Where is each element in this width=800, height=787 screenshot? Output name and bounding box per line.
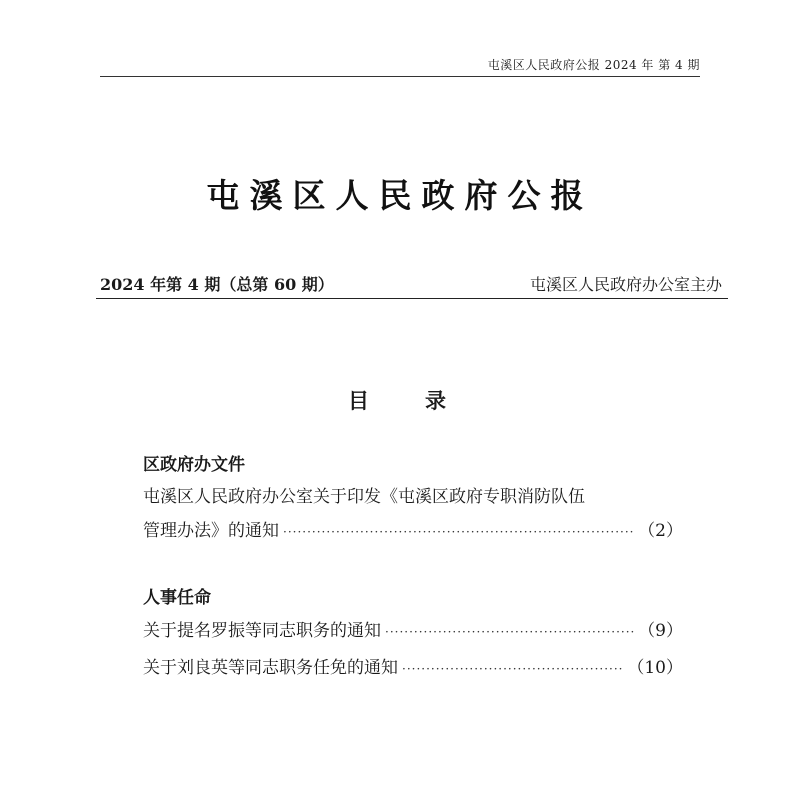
toc-entry-title-line2: 管理办法》的通知 [143,521,279,541]
issue-number: 2024 年第 4 期（总第 60 期） [100,275,334,294]
toc-entry[interactable] [143,658,683,679]
toc-entry-title: 关于提名罗振等同志职务的通知 [143,621,381,641]
toc-entry-page: （10） [627,658,683,678]
issue-bar [96,268,728,299]
running-header [100,54,700,77]
toc-entry-title: 关于刘良英等同志职务任免的通知 [143,658,398,678]
leader-dots [402,659,623,679]
toc-entry-page: （2） [638,521,683,541]
issue-sponsor: 屯溪区人民政府办公室主办 [529,275,722,294]
section-heading-personnel: 人事任命 [143,588,211,608]
leader-dots [385,622,634,642]
toc-title: 目录 [348,389,502,413]
toc-entry-title-line1: 屯溪区人民政府办公室关于印发《屯溪区政府专职消防队伍 [143,487,585,507]
toc-entry[interactable] [143,487,683,542]
masthead-title: 屯溪区人民政府公报 [206,176,594,215]
running-header-text: 屯溪区人民政府公报 2024 年 第 4 期 [487,58,700,72]
toc-entry-page: （9） [638,621,683,641]
toc-entry[interactable] [143,621,683,642]
section-heading-office-docs: 区政府办文件 [143,455,245,475]
leader-dots [283,522,634,542]
